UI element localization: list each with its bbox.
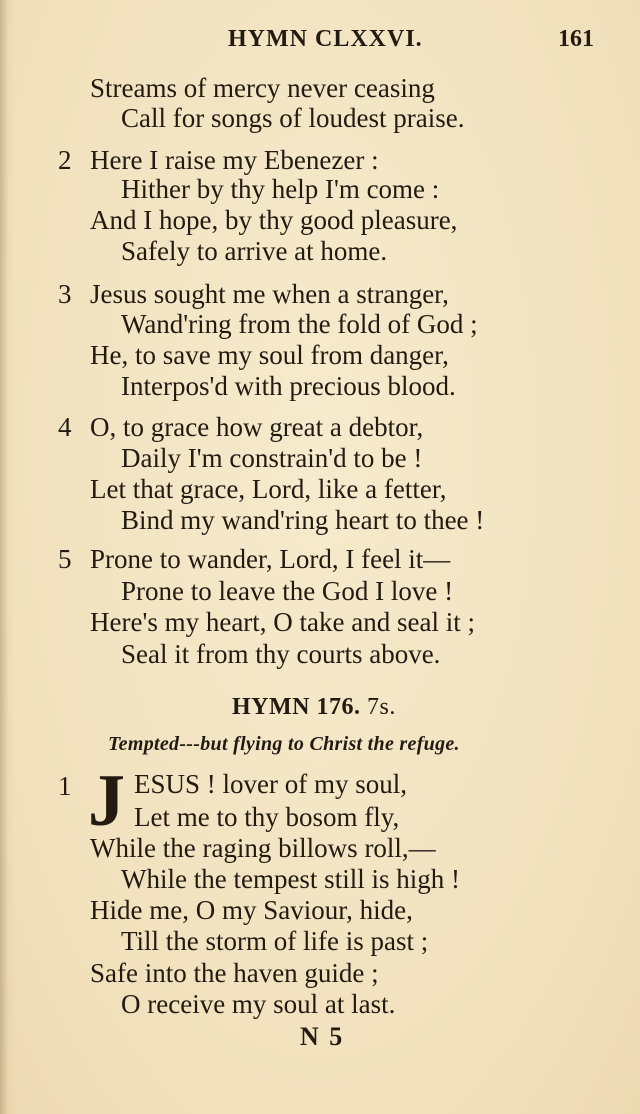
verse-line: Let that grace, Lord, like a fetter, [90, 474, 447, 504]
verse-line: Hide me, O my Saviour, hide, [90, 895, 413, 925]
verse-line: He, to save my soul from danger, [90, 340, 449, 370]
verse-line: While the raging billows roll,— [90, 833, 436, 863]
verse-line: Daily I'm constrain'd to be ! [121, 443, 423, 473]
stanza-number: 4 [58, 412, 72, 442]
stanza-number: 2 [58, 145, 72, 175]
verse-line: Hither by thy help I'm come : [121, 174, 440, 204]
page-header [0, 24, 640, 60]
stanza-number: 3 [58, 279, 72, 309]
signature-mark: N 5 [300, 1022, 345, 1051]
verse-line: Here I raise my Ebenezer : [90, 145, 379, 175]
verse-line: Safely to arrive at home. [121, 236, 388, 266]
stanza-number: 1 [58, 771, 72, 801]
hymn-subtitle: Tempted---but flying to Christ the refuge. [108, 733, 460, 755]
drop-cap: J [88, 760, 125, 842]
verse-line: Here's my heart, O take and seal it ; [90, 607, 475, 637]
page-gutter-shadow [0, 0, 8, 1114]
verse-line: ESUS ! lover of my soul, [134, 769, 407, 799]
verse-line: Seal it from thy courts above. [121, 639, 441, 669]
running-title: HYMN CLXXVI. [228, 26, 423, 52]
verse-line: O, to grace how great a debtor, [90, 412, 424, 442]
verse-line: Streams of mercy never ceasing [90, 73, 435, 103]
hymn-heading [232, 694, 396, 721]
verse-line: O receive my soul at last. [121, 989, 396, 1019]
verse-line: And I hope, by thy good pleasure, [90, 205, 458, 235]
verse-line: Wand'ring from the fold of God ; [121, 309, 478, 339]
hymn-title: HYMN 176. [232, 694, 361, 720]
stanza-number: 5 [58, 544, 72, 574]
verse-line: Interpos'd with precious blood. [121, 371, 456, 401]
verse-line: Prone to leave the God I love ! [121, 576, 454, 606]
verse-line: Prone to wander, Lord, I feel it— [90, 544, 451, 574]
hymn-meter: 7s. [366, 694, 396, 720]
verse-line: Let me to thy bosom fly, [134, 802, 400, 832]
verse-line: Call for songs of loudest praise. [121, 103, 465, 133]
page-number: 161 [558, 26, 594, 52]
verse-line: Bind my wand'ring heart to thee ! [121, 505, 485, 535]
verse-line: Jesus sought me when a stranger, [90, 279, 449, 309]
verse-line: Safe into the haven guide ; [90, 958, 379, 988]
verse-line: Till the storm of life is past ; [121, 926, 429, 956]
verse-line: While the tempest still is high ! [121, 864, 460, 894]
